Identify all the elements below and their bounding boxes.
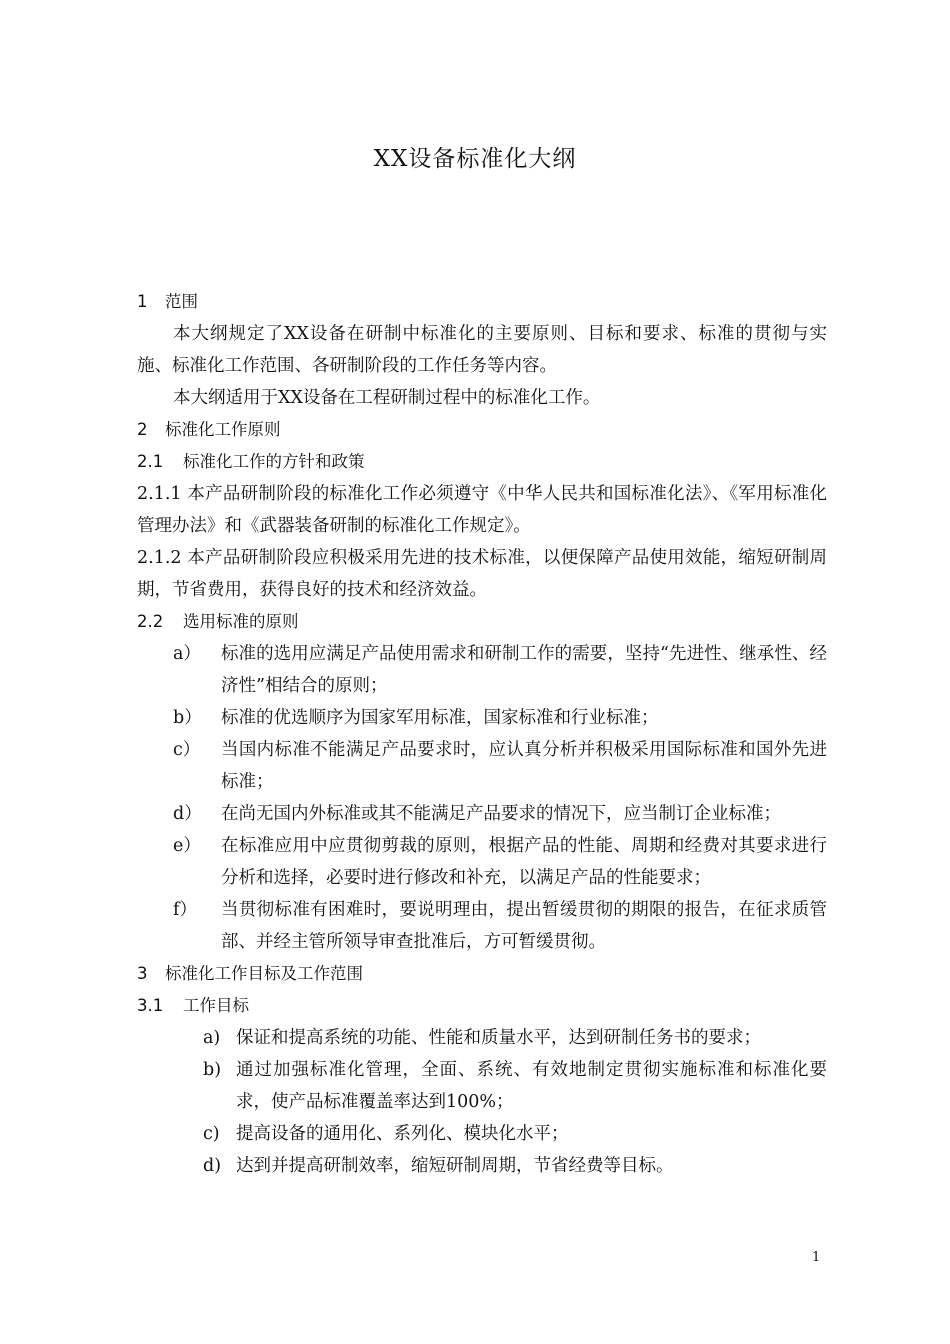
subsection-number: 2.2 (137, 612, 164, 631)
subsection-title: 工作目标 (183, 996, 249, 1015)
paragraph: 本大纲适用于XX设备在工程研制过程中的标准化工作。 (173, 388, 601, 408)
list-item-text: 标准的选用应满足产品使用需求和研制工作的需要，坚持“先进性、继承性、经济性”相结合的原则； (221, 644, 827, 696)
document-body (137, 286, 827, 1182)
list-marker: e） (173, 836, 201, 856)
list-item (137, 1054, 827, 1118)
subsection-heading-2-2 (137, 606, 827, 638)
list-marker: d） (173, 804, 202, 824)
list-marker: f） (173, 900, 197, 920)
subsection-number: 2.1 (137, 452, 164, 471)
paragraph: 本大纲规定了XX设备在研制中标准化的主要原则、目标和要求、标准的贯彻与实施、标准化工作范围、各研制阶段的工作任务等内容。 (137, 324, 827, 376)
subsection-title: 选用标准的原则 (183, 612, 299, 631)
list-item (137, 1118, 827, 1150)
subsection-heading-3-1 (137, 990, 827, 1022)
subsection-heading-2-1 (137, 446, 827, 478)
list-item-text: 通过加强标准化管理，全面、系统、有效地制定贯彻实施标准和标准化要求，使产品标准覆盖率达到100%； (236, 1060, 827, 1112)
list-item-text: 标准的优选顺序为国家军用标准，国家标准和行业标准； (221, 708, 659, 728)
list-item-text: 保证和提高系统的功能、性能和质量水平，达到研制任务书的要求； (236, 1028, 761, 1048)
list-item-text: 在尚无国内外标准或其不能满足产品要求的情况下，应当制订企业标准； (221, 804, 781, 824)
list-item-text: 达到并提高研制效率，缩短研制周期，节省经费等目标。 (236, 1156, 674, 1176)
list-item (137, 638, 827, 702)
list-item (137, 830, 827, 894)
list-item-text: 在标准应用中应贯彻剪裁的原则，根据产品的性能、周期和经费对其要求进行分析和选择，必要时进行修改和补充，以满足产品的性能要求； (221, 836, 827, 888)
list-marker: c） (173, 740, 201, 760)
list-item (137, 702, 827, 734)
section-number: 1 (137, 292, 148, 311)
list-marker: c) (203, 1124, 220, 1144)
list-item (137, 894, 827, 958)
section-heading-1 (137, 286, 827, 318)
subsection-number: 3.1 (137, 996, 164, 1015)
page-number: 1 (812, 1250, 821, 1265)
section-title: 标准化工作目标及工作范围 (165, 964, 363, 983)
section-heading-3 (137, 958, 827, 990)
clause-2-1-1: 2.1.1 本产品研制阶段的标准化工作必须遵守《中华人民共和国标准化法》、《军用标准化管理办法》和《武器装备研制的标准化工作规定》。 (137, 484, 827, 536)
section-title: 标准化工作原则 (165, 420, 281, 439)
list-marker: b) (203, 1060, 222, 1080)
list-item (137, 798, 827, 830)
list-item (137, 1150, 827, 1182)
list-marker: d) (203, 1156, 222, 1176)
subsection-title: 标准化工作的方针和政策 (183, 452, 365, 471)
list-marker: b） (173, 708, 202, 728)
list-marker: a） (173, 644, 201, 664)
section-title: 范围 (165, 292, 198, 311)
list-item-text: 当国内标准不能满足产品要求时，应认真分析并积极采用国际标准和国外先进标准； (221, 740, 827, 792)
section-number: 3 (137, 964, 148, 983)
clause-2-1-2: 2.1.2 本产品研制阶段应积极采用先进的技术标准，以便保障产品使用效能，缩短研制周期，节省费用，获得良好的技术和经济效益。 (137, 548, 827, 600)
list-item-text: 当贯彻标准有困难时，要说明理由，提出暂缓贯彻的期限的报告，在征求质管部、并经主管所领导审查批准后，方可暂缓贯彻。 (221, 900, 827, 952)
list-marker: a) (203, 1028, 221, 1048)
list-item-text: 提高设备的通用化、系列化、模块化水平； (236, 1124, 569, 1144)
document-title: XX设备标准化大纲 (373, 146, 577, 172)
list-item (137, 734, 827, 798)
list-item (137, 1022, 827, 1054)
section-heading-2 (137, 414, 827, 446)
section-number: 2 (137, 420, 148, 439)
